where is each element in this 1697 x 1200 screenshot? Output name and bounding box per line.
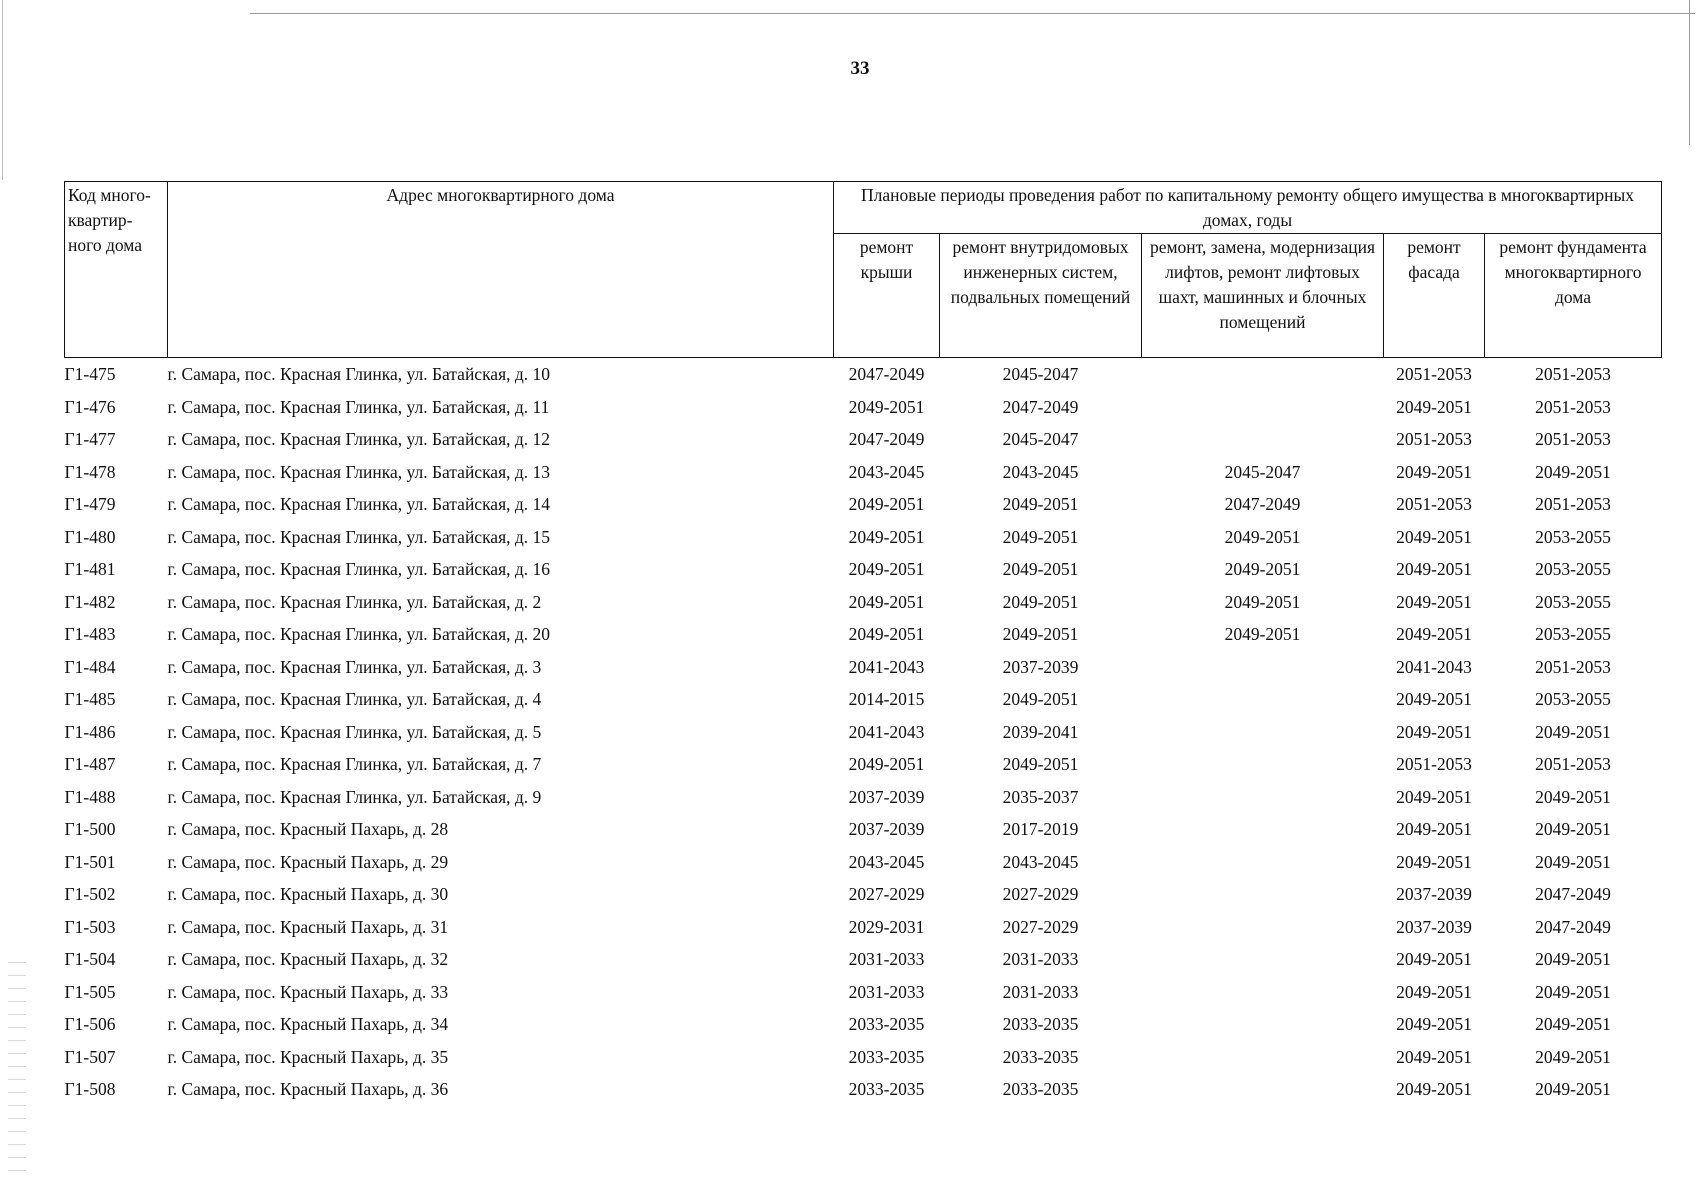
table-row xyxy=(65,911,1662,944)
header-code: Код много-квартир-ного дома xyxy=(65,182,168,358)
cell-foundation: 2049-2051 xyxy=(1535,786,1611,807)
cell-code: Г1-505 xyxy=(64,981,116,1002)
cell-elevators xyxy=(1142,1041,1384,1074)
cell-facade: 2051-2053 xyxy=(1396,494,1472,515)
cell-foundation: 2049-2051 xyxy=(1535,981,1611,1002)
cell-code: Г1-504 xyxy=(64,949,116,970)
cell-engineering: 2049-2051 xyxy=(1002,689,1079,710)
cell-foundation: 2049-2051 xyxy=(1535,1014,1611,1035)
cell-foundation: 2049-2051 xyxy=(1535,461,1611,482)
cell-engineering: 2037-2039 xyxy=(1002,656,1079,677)
cell-foundation: 2049-2051 xyxy=(1535,1079,1611,1100)
cell-roof: 2014-2015 xyxy=(848,689,925,710)
cell-engineering: 2049-2051 xyxy=(1002,591,1079,612)
cell-elevators xyxy=(1142,976,1384,1009)
cell-address: г. Самара, пос. Красная Глинка, ул. Батайская, д. 13 xyxy=(167,461,551,482)
table-row xyxy=(65,976,1662,1009)
cell-elevators xyxy=(1142,911,1384,944)
cell-facade: 2049-2051 xyxy=(1396,526,1472,547)
cell-code: Г1-486 xyxy=(64,721,116,742)
cell-code: Г1-503 xyxy=(64,916,116,937)
cell-address: г. Самара, пос. Красный Пахарь, д. 28 xyxy=(167,819,449,840)
cell-foundation: 2051-2053 xyxy=(1535,494,1611,515)
cell-address: г. Самара, пос. Красная Глинка, ул. Батайская, д. 16 xyxy=(167,559,551,580)
cell-address: г. Самара, пос. Красная Глинка, ул. Батайская, д. 3 xyxy=(167,656,542,677)
table-row xyxy=(65,553,1662,586)
cell-code: Г1-487 xyxy=(64,754,116,775)
cell-address: г. Самара, пос. Красная Глинка, ул. Батайская, д. 15 xyxy=(167,526,551,547)
cell-code: Г1-475 xyxy=(64,364,116,385)
cell-engineering: 2049-2051 xyxy=(1002,559,1079,580)
table-row xyxy=(65,586,1662,619)
cell-roof: 2031-2033 xyxy=(848,981,925,1002)
cell-code: Г1-500 xyxy=(64,819,116,840)
cell-engineering: 2027-2029 xyxy=(1002,884,1079,905)
cell-elevators: 2047-2049 xyxy=(1224,494,1301,515)
cell-foundation: 2047-2049 xyxy=(1535,916,1611,937)
cell-address: г. Самара, пос. Красный Пахарь, д. 31 xyxy=(167,916,449,937)
cell-foundation: 2049-2051 xyxy=(1535,819,1611,840)
page-number: 33 xyxy=(850,58,870,79)
cell-address: г. Самара, пос. Красный Пахарь, д. 32 xyxy=(167,949,449,970)
cell-elevators xyxy=(1142,748,1384,781)
cell-address: г. Самара, пос. Красный Пахарь, д. 30 xyxy=(167,884,449,905)
cell-roof: 2041-2043 xyxy=(848,656,925,677)
header-address: Адрес многоквартирного дома xyxy=(168,182,834,358)
cell-code: Г1-478 xyxy=(64,461,116,482)
cell-roof: 2049-2051 xyxy=(848,624,925,645)
cell-roof: 2049-2051 xyxy=(848,754,925,775)
cell-engineering: 2043-2045 xyxy=(1002,461,1079,482)
cell-engineering: 2049-2051 xyxy=(1002,624,1079,645)
table-header xyxy=(65,182,1662,358)
cell-engineering: 2043-2045 xyxy=(1002,851,1079,872)
cell-engineering: 2033-2035 xyxy=(1002,1046,1079,1067)
cell-elevators: 2049-2051 xyxy=(1224,624,1301,645)
table-row xyxy=(65,358,1662,391)
cell-facade: 2051-2053 xyxy=(1396,364,1472,385)
cell-address: г. Самара, пос. Красный Пахарь, д. 36 xyxy=(167,1079,449,1100)
cell-code: Г1-502 xyxy=(64,884,116,905)
cell-engineering: 2045-2047 xyxy=(1002,364,1079,385)
scan-left-edge xyxy=(2,0,3,180)
scan-left-speckle xyxy=(8,955,26,1175)
table-row xyxy=(65,488,1662,521)
cell-roof: 2033-2035 xyxy=(848,1014,925,1035)
cell-facade: 2049-2051 xyxy=(1396,981,1472,1002)
cell-code: Г1-480 xyxy=(64,526,116,547)
cell-roof: 2043-2045 xyxy=(848,461,925,482)
cell-foundation: 2053-2055 xyxy=(1535,591,1611,612)
cell-elevators: 2049-2051 xyxy=(1224,559,1301,580)
header-facade: ремонт фасада xyxy=(1384,234,1485,358)
table-row xyxy=(65,456,1662,489)
cell-elevators xyxy=(1142,683,1384,716)
cell-address: г. Самара, пос. Красная Глинка, ул. Батайская, д. 11 xyxy=(167,396,550,417)
cell-foundation: 2053-2055 xyxy=(1535,559,1611,580)
table-row xyxy=(65,748,1662,781)
cell-engineering: 2027-2029 xyxy=(1002,916,1079,937)
cell-code: Г1-508 xyxy=(64,1079,116,1100)
cell-foundation: 2047-2049 xyxy=(1535,884,1611,905)
cell-elevators xyxy=(1142,423,1384,456)
cell-elevators: 2049-2051 xyxy=(1224,526,1301,547)
table-body xyxy=(65,358,1662,1106)
cell-facade: 2049-2051 xyxy=(1396,591,1472,612)
cell-code: Г1-482 xyxy=(64,591,116,612)
cell-code: Г1-507 xyxy=(64,1046,116,1067)
cell-engineering: 2031-2033 xyxy=(1002,981,1079,1002)
scan-right-edge xyxy=(1689,0,1690,145)
cell-facade: 2051-2053 xyxy=(1396,754,1472,775)
cell-code: Г1-488 xyxy=(64,786,116,807)
cell-code: Г1-476 xyxy=(64,396,116,417)
cell-engineering: 2047-2049 xyxy=(1002,396,1079,417)
cell-code: Г1-479 xyxy=(64,494,116,515)
cell-facade: 2051-2053 xyxy=(1396,429,1472,450)
cell-foundation: 2053-2055 xyxy=(1535,624,1611,645)
cell-foundation: 2049-2051 xyxy=(1535,949,1611,970)
cell-elevators xyxy=(1142,781,1384,814)
cell-elevators xyxy=(1142,878,1384,911)
cell-foundation: 2051-2053 xyxy=(1535,656,1611,677)
cell-facade: 2041-2043 xyxy=(1396,656,1472,677)
table-row xyxy=(65,683,1662,716)
cell-roof: 2033-2035 xyxy=(848,1079,925,1100)
cell-engineering: 2045-2047 xyxy=(1002,429,1079,450)
cell-facade: 2049-2051 xyxy=(1396,1046,1472,1067)
cell-roof: 2049-2051 xyxy=(848,559,925,580)
cell-code: Г1-477 xyxy=(64,429,116,450)
cell-facade: 2049-2051 xyxy=(1396,786,1472,807)
header-roof: ремонт крыши xyxy=(834,234,940,358)
cell-address: г. Самара, пос. Красный Пахарь, д. 29 xyxy=(167,851,449,872)
cell-facade: 2037-2039 xyxy=(1396,916,1472,937)
cell-engineering: 2039-2041 xyxy=(1002,721,1079,742)
cell-facade: 2049-2051 xyxy=(1396,396,1472,417)
table-row xyxy=(65,813,1662,846)
cell-roof: 2047-2049 xyxy=(848,364,925,385)
table-row xyxy=(65,878,1662,911)
cell-roof: 2037-2039 xyxy=(848,819,925,840)
cell-facade: 2049-2051 xyxy=(1396,1079,1472,1100)
cell-elevators xyxy=(1142,358,1384,391)
scan-top-line xyxy=(250,13,1695,14)
table-row xyxy=(65,423,1662,456)
cell-elevators xyxy=(1142,1008,1384,1041)
cell-facade: 2049-2051 xyxy=(1396,721,1472,742)
cell-elevators xyxy=(1142,813,1384,846)
cell-foundation: 2053-2055 xyxy=(1535,689,1611,710)
table-row xyxy=(65,521,1662,554)
header-elevators: ремонт, замена, модернизация лифтов, ремонт лифтовых шахт, машинных и блочных помещений xyxy=(1142,234,1384,358)
cell-roof: 2041-2043 xyxy=(848,721,925,742)
cell-address: г. Самара, пос. Красная Глинка, ул. Батайская, д. 20 xyxy=(167,624,551,645)
table-row xyxy=(65,1008,1662,1041)
cell-foundation: 2051-2053 xyxy=(1535,429,1611,450)
header-engineering: ремонт внутридомовых инженерных систем, подвальных помещений xyxy=(940,234,1142,358)
cell-roof: 2047-2049 xyxy=(848,429,925,450)
cell-roof: 2033-2035 xyxy=(848,1046,925,1067)
cell-code: Г1-485 xyxy=(64,689,116,710)
cell-address: г. Самара, пос. Красная Глинка, ул. Батайская, д. 4 xyxy=(167,689,542,710)
cell-foundation: 2051-2053 xyxy=(1535,364,1611,385)
cell-elevators: 2045-2047 xyxy=(1224,461,1301,482)
cell-address: г. Самара, пос. Красная Глинка, ул. Батайская, д. 2 xyxy=(167,591,542,612)
cell-roof: 2049-2051 xyxy=(848,396,925,417)
table-row xyxy=(65,1041,1662,1074)
cell-facade: 2049-2051 xyxy=(1396,1014,1472,1035)
cell-address: г. Самара, пос. Красная Глинка, ул. Батайская, д. 14 xyxy=(167,494,551,515)
capital-repair-table xyxy=(64,181,1662,1106)
cell-address: г. Самара, пос. Красная Глинка, ул. Батайская, д. 9 xyxy=(167,786,542,807)
cell-facade: 2049-2051 xyxy=(1396,559,1472,580)
cell-code: Г1-501 xyxy=(64,851,116,872)
header-foundation: ремонт фундамента многоквартирного дома xyxy=(1485,234,1662,358)
table-row xyxy=(65,651,1662,684)
cell-foundation: 2053-2055 xyxy=(1535,526,1611,547)
cell-code: Г1-506 xyxy=(64,1014,116,1035)
cell-roof: 2043-2045 xyxy=(848,851,925,872)
cell-roof: 2031-2033 xyxy=(848,949,925,970)
cell-elevators xyxy=(1142,716,1384,749)
cell-engineering: 2035-2037 xyxy=(1002,786,1079,807)
table-row xyxy=(65,391,1662,424)
cell-facade: 2049-2051 xyxy=(1396,689,1472,710)
cell-engineering: 2049-2051 xyxy=(1002,494,1079,515)
cell-engineering: 2033-2035 xyxy=(1002,1014,1079,1035)
cell-address: г. Самара, пос. Красная Глинка, ул. Батайская, д. 10 xyxy=(167,364,551,385)
cell-code: Г1-484 xyxy=(64,656,116,677)
cell-address: г. Самара, пос. Красная Глинка, ул. Батайская, д. 5 xyxy=(167,721,542,742)
cell-elevators xyxy=(1142,1073,1384,1106)
cell-roof: 2049-2051 xyxy=(848,591,925,612)
cell-roof: 2049-2051 xyxy=(848,526,925,547)
cell-elevators xyxy=(1142,943,1384,976)
header-planned-periods: Плановые периоды проведения работ по капитальному ремонту общего имущества в многоквартирных домах, годы xyxy=(834,182,1662,234)
cell-foundation: 2049-2051 xyxy=(1535,851,1611,872)
cell-elevators: 2049-2051 xyxy=(1224,591,1301,612)
table-row xyxy=(65,1073,1662,1106)
cell-facade: 2037-2039 xyxy=(1396,884,1472,905)
cell-engineering: 2049-2051 xyxy=(1002,754,1079,775)
cell-address: г. Самара, пос. Красная Глинка, ул. Батайская, д. 7 xyxy=(167,754,542,775)
table-row xyxy=(65,716,1662,749)
cell-address: г. Самара, пос. Красный Пахарь, д. 35 xyxy=(167,1046,449,1067)
cell-facade: 2049-2051 xyxy=(1396,949,1472,970)
cell-elevators xyxy=(1142,651,1384,684)
cell-facade: 2049-2051 xyxy=(1396,461,1472,482)
cell-facade: 2049-2051 xyxy=(1396,624,1472,645)
cell-facade: 2049-2051 xyxy=(1396,819,1472,840)
table-row xyxy=(65,618,1662,651)
cell-roof: 2027-2029 xyxy=(848,884,925,905)
cell-facade: 2049-2051 xyxy=(1396,851,1472,872)
cell-roof: 2049-2051 xyxy=(848,494,925,515)
cell-elevators xyxy=(1142,391,1384,424)
cell-code: Г1-483 xyxy=(64,624,116,645)
cell-engineering: 2031-2033 xyxy=(1002,949,1079,970)
cell-roof: 2029-2031 xyxy=(848,916,925,937)
cell-engineering: 2017-2019 xyxy=(1002,819,1079,840)
cell-address: г. Самара, пос. Красный Пахарь, д. 34 xyxy=(167,1014,449,1035)
cell-foundation: 2051-2053 xyxy=(1535,754,1611,775)
cell-code: Г1-481 xyxy=(64,559,116,580)
table-row xyxy=(65,781,1662,814)
cell-foundation: 2049-2051 xyxy=(1535,1046,1611,1067)
cell-engineering: 2033-2035 xyxy=(1002,1079,1079,1100)
cell-elevators xyxy=(1142,846,1384,879)
cell-engineering: 2049-2051 xyxy=(1002,526,1079,547)
cell-address: г. Самара, пос. Красный Пахарь, д. 33 xyxy=(167,981,449,1002)
cell-foundation: 2049-2051 xyxy=(1535,721,1611,742)
cell-roof: 2037-2039 xyxy=(848,786,925,807)
cell-address: г. Самара, пос. Красная Глинка, ул. Батайская, д. 12 xyxy=(167,429,551,450)
table-row xyxy=(65,943,1662,976)
table-row xyxy=(65,846,1662,879)
cell-foundation: 2051-2053 xyxy=(1535,396,1611,417)
